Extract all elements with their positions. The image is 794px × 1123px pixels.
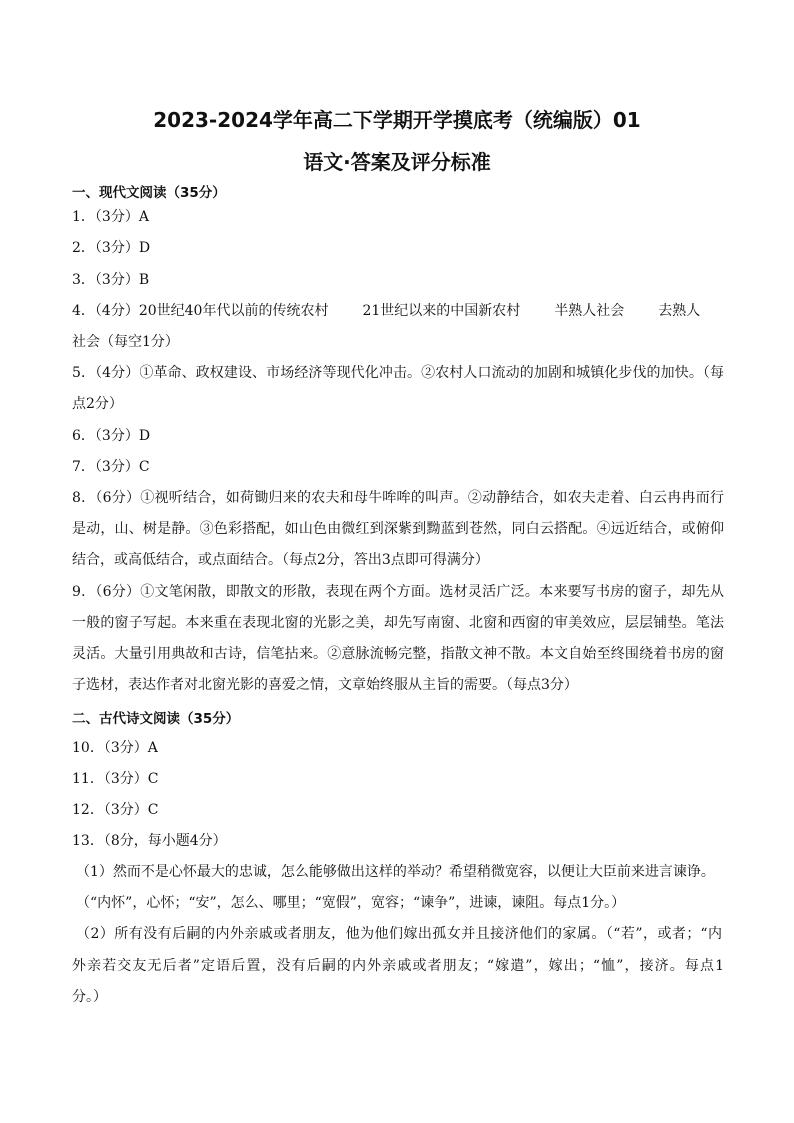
- page-title: 2023-2024学年高二下学期开学摸底考（统编版）01: [153, 108, 641, 132]
- page-subtitle: 语文·答案及评分标准: [303, 150, 491, 174]
- answer-q8-line1: 8．（6分）①视听结合，如荷锄归来的农夫和母牛哞哞的叫声。②动静结合，如农夫走着、白云冉冉而行: [72, 490, 724, 506]
- answer-q3: 3．（3分）B: [72, 272, 150, 288]
- answer-q9-line2: 一般的窗子写起。本来重在表现北窗的光影之美，却先写南窗、北窗和西窗的审美效应，层层铺垫。笔法: [72, 615, 724, 631]
- answer-q5-line1: 5．（4分）①革命、政权建设、市场经济等现代化冲击。②农村人口流动的加剧和城镇化步伐的加快。（每: [72, 365, 724, 381]
- answer-q4-term-b: 半熟人社会: [554, 303, 625, 319]
- answer-q10: 10．（3分）A: [72, 740, 158, 756]
- answer-q9-line1: 9．（6分）①文笔闲散，即散文的形散，表现在两个方面。选材灵活广泛。本来要写书房的窗子，却先从: [72, 584, 724, 600]
- answer-q2: 2．（3分）D: [72, 240, 151, 256]
- answer-q4-term-a: 21世纪以来的中国新农村: [362, 303, 521, 319]
- answer-q1: 1．（3分）A: [72, 209, 149, 225]
- answer-q13-1-line2: （“内怀”，心怀；“安”，怎么、哪里；“宽假”，宽容；“谏争”，进谏，谏阻。每点1分。）: [76, 895, 626, 911]
- answer-q5-line2: 点2分）: [72, 396, 123, 412]
- section-heading-classical-reading: 二、古代诗文阅读（35分）: [72, 711, 240, 727]
- answer-q13-2-line2: 外亲若交友无后者”定语后置，没有后嗣的内外亲戚或者朋友；“嫁遣”，嫁出；“恤”，接济。每点1: [72, 958, 724, 974]
- section-heading-modern-reading: 一、现代文阅读（35分）: [72, 185, 226, 201]
- answer-q7: 7．（3分）C: [72, 459, 150, 475]
- answer-q12: 12．（3分）C: [72, 802, 159, 818]
- answer-q11: 11．（3分）C: [72, 771, 159, 787]
- answer-q13-2-line3: 分。）: [72, 989, 107, 1005]
- answer-q6: 6．（3分）D: [72, 428, 151, 444]
- answer-q4-term-c: 去熟人: [658, 303, 701, 319]
- answer-q8-line2: 是动，山、树是静。③色彩搭配，如山色由微红到深紫到黝蓝到苍然，同白云搭配。④远近结合，或俯仰: [72, 521, 724, 537]
- answer-q4-intro: 4．（4分）20世纪40年代以前的传统农村: [72, 303, 329, 319]
- answer-q4-line2: 社会（每空1分）: [72, 334, 179, 350]
- answer-q9-line4: 子选材，表达作者对北窗光影的喜爱之情，文章始终服从主旨的需要。（每点3分）: [72, 677, 578, 693]
- answer-q4-line1: [72, 300, 700, 320]
- answer-q13-2-line1: （2）所有没有后嗣的内外亲戚或者朋友，他为他们嫁出孤女并且接济他们的家属。（“若”，或者；“内: [76, 926, 722, 942]
- answer-q13-1-line1: （1）然而不是心怀最大的忠诚，怎么能够做出这样的举动？希望稍微宽容，以便让大臣前来进言谏诤。: [76, 864, 715, 880]
- answer-q9-line3: 灵活。大量引用典故和古诗，信笔拈来。②意脉流畅完整，指散文神不散。本文自始至终围绕着书房的窗: [72, 646, 724, 662]
- answer-q8-line3: 结合，或高低结合，或点面结合。（每点2分，答出3点即可得满分）: [72, 552, 489, 568]
- answer-q13: 13．（8分，每小题4分）: [72, 833, 227, 849]
